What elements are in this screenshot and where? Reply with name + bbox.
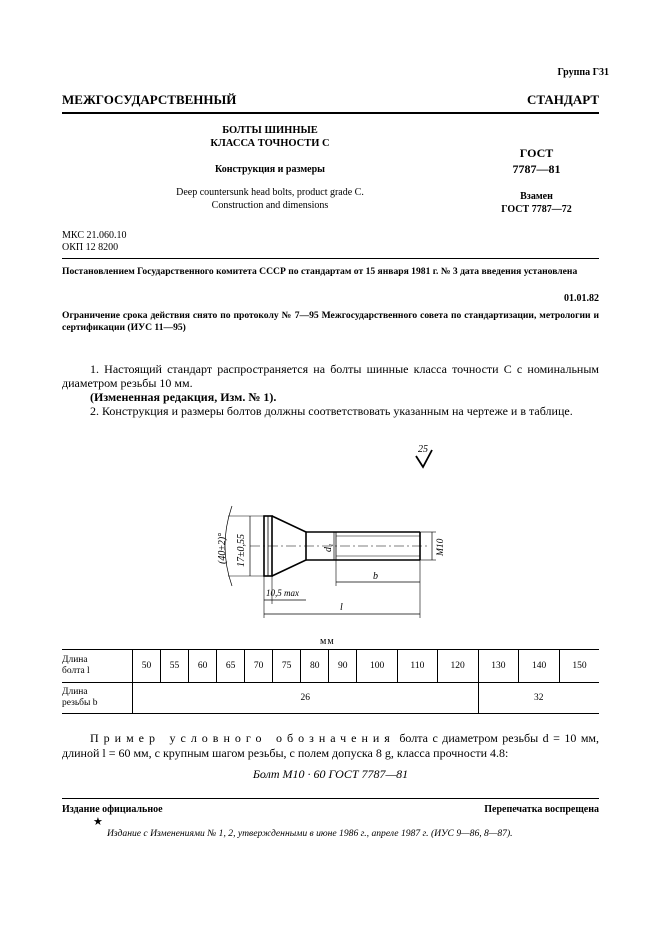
table-row-thread	[62, 683, 599, 714]
head-diameter-label: 17±0,55	[236, 534, 247, 567]
row-label-thread: Длина резьбы b	[62, 683, 133, 714]
english-title	[130, 186, 410, 212]
english-title-line-2: Construction and dimensions	[211, 200, 329, 211]
limitation-text: Ограничение срока действия снято по протоколу № 7—95 Межгосударственного совета по стандартизации, метрологии и сертификации (ИУС 11—95)	[62, 310, 599, 333]
d1-label: d₁	[323, 543, 334, 552]
replacement-info	[474, 190, 599, 216]
official-edition: Издание официальное	[62, 804, 163, 815]
angle-label: (40±2)°	[217, 532, 228, 564]
thread-label: M10	[436, 538, 446, 556]
row-label-length: Длина болта l	[62, 650, 133, 683]
paragraph-2: 2. Конструкция и размеры болтов должны соответствовать указанным на чертеже и в таблице.	[90, 404, 573, 418]
gost-designation	[474, 145, 599, 177]
star-icon: ★	[93, 816, 103, 828]
bolt-drawing	[180, 436, 470, 636]
codes-rule	[62, 258, 599, 259]
designation-formula: Болт М10 · 60 ГОСТ 7787—81	[252, 767, 409, 781]
length-cell: 150	[559, 650, 599, 683]
l-label: l	[340, 602, 343, 613]
table-row-lengths	[62, 650, 599, 683]
gost-number: 7787—81	[512, 162, 561, 176]
banner-word-interstate: МЕЖГОСУДАРСТВЕННЫЙ	[62, 92, 237, 107]
document-subtitle: Конструкция и размеры	[215, 164, 325, 175]
footer-rule	[62, 798, 599, 799]
standard-banner	[62, 92, 599, 108]
reprint-prohibited: Перепечатка воспрещена	[484, 804, 599, 815]
b-label: b	[373, 571, 378, 582]
head-height-label: 10,5 max	[266, 588, 299, 598]
table-units: мм	[320, 636, 335, 647]
decree-text: Постановлением Государственного комитета СССР по стандартам от 15 января 1981 г. № 3 дата введения установлена	[62, 266, 578, 277]
header-rule	[62, 112, 599, 114]
thread-length-26: 26	[133, 683, 479, 714]
replace-label: Взамен	[520, 191, 553, 202]
length-cell: 140	[519, 650, 560, 683]
title-line-1: БОЛТЫ ШИННЫЕ	[222, 125, 318, 136]
length-cell: 70	[245, 650, 273, 683]
okp-code: ОКП 12 8200	[62, 242, 119, 253]
document-title	[170, 124, 370, 150]
group-code: Группа Г31	[557, 67, 609, 78]
designation-example	[62, 731, 599, 761]
replace-number: ГОСТ 7787—72	[501, 204, 572, 215]
paragraph-1-note: (Измененная редакция, Изм. № 1).	[90, 390, 277, 404]
gost-label: ГОСТ	[519, 146, 554, 160]
mks-code: МКС 21.060.10	[62, 230, 127, 241]
english-title-line-1: Deep countersunk head bolts, product grade C.	[176, 187, 364, 198]
length-cell: 130	[478, 650, 519, 683]
length-cell: 100	[357, 650, 398, 683]
roughness-value: 25	[418, 444, 428, 455]
classification-codes	[62, 230, 126, 254]
length-cell: 90	[329, 650, 357, 683]
length-cell: 80	[301, 650, 329, 683]
length-cell: 50	[133, 650, 161, 683]
example-lead: Пример условного обозначения	[90, 731, 395, 745]
length-cell: 60	[189, 650, 217, 683]
length-cell: 65	[217, 650, 245, 683]
title-line-2: КЛАССА ТОЧНОСТИ С	[210, 138, 330, 149]
length-cell: 120	[437, 650, 478, 683]
edition-note: Издание с Изменениями № 1, 2, утвержденными в июне 1986 г., апреле 1987 г. (ИУС 9—86, 8—87).	[107, 828, 513, 839]
length-cell: 110	[397, 650, 437, 683]
paragraph-1: 1. Настоящий стандарт распространяется на болты шинные класса точности С с номинальным диаметром резьбы 10 мм.	[62, 362, 599, 390]
banner-word-standard: СТАНДАРТ	[526, 92, 599, 107]
length-cell: 55	[161, 650, 189, 683]
example-text: болта с диаметром резьбы d = 10 мм, длиной l = 60 мм, с крупным шагом резьбы, с полем допуска 8 g, класса прочности 4.8:	[62, 731, 600, 760]
thread-length-32: 32	[478, 683, 599, 714]
dimensions-table	[62, 649, 599, 714]
length-cell: 75	[273, 650, 301, 683]
introduction-date: 01.01.82	[564, 293, 599, 304]
